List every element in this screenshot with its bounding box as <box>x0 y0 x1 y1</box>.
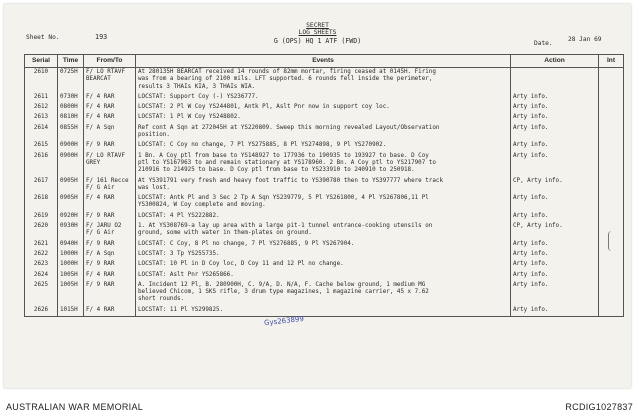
events-cell: 1. At YS308769-a lay up area with a large pit-1 tunnel entrance-cooking utensils on ground, some with water in them-plates on ground. <box>136 222 511 240</box>
serial-cell: 2615 <box>25 141 58 151</box>
events-cell: Ref cont A Sqn at 272045H at YS220809. Sweep this morning revealed Layout/Observation position. <box>136 124 511 142</box>
table-row <box>25 177 624 195</box>
from-to-cell: F/ 4 RAR <box>84 93 136 103</box>
table-header-row <box>25 55 624 68</box>
table-row <box>25 68 624 93</box>
from-to-cell: F/ 161 Recce F/ G Air <box>84 177 136 195</box>
events-cell: LOCSTAT: C Coy, 8 Pl no change, 7 Pl YS276885, 9 Pl YS267904. <box>136 240 511 250</box>
action-cell: Arty info. <box>511 141 599 151</box>
time-cell: 0800H <box>58 103 84 113</box>
time-cell: 0730H <box>58 93 84 103</box>
int-cell <box>599 93 624 103</box>
int-cell <box>599 113 624 123</box>
from-to-cell: F/ 9 RAR <box>84 141 136 151</box>
int-cell <box>599 281 624 306</box>
col-from-to: From/To <box>84 55 136 68</box>
time-cell: 0930H <box>58 222 84 240</box>
table-row <box>25 103 624 113</box>
from-to-cell: F/ 4 RAR <box>84 271 136 281</box>
from-to-cell: F/ LO RTAVF GREY <box>84 152 136 177</box>
action-cell: CP, Arty info. <box>511 177 599 195</box>
from-to-cell: F/ 4 RAR <box>84 306 136 317</box>
table-row <box>25 271 624 281</box>
action-cell: Arty info. <box>511 212 599 222</box>
time-cell: 0920H <box>58 212 84 222</box>
table-row <box>25 141 624 151</box>
action-cell: Arty info. <box>511 260 599 270</box>
events-cell: LOCSTAT: C Coy no change, 7 Pl YS275885, 8 Pl YS274898, 9 Pl YS270902. <box>136 141 511 151</box>
footer-archive-name: AUSTRALIAN WAR MEMORIAL <box>6 402 144 412</box>
date-label: Date. <box>534 40 553 47</box>
time-cell: 1000H <box>58 260 84 270</box>
serial-cell: 2625 <box>25 281 58 306</box>
from-to-cell: F/ 9 RAR <box>84 281 136 306</box>
int-cell <box>599 141 624 151</box>
time-cell: 1000H <box>58 250 84 260</box>
time-cell: 0810H <box>58 113 84 123</box>
action-cell: Arty info. <box>511 271 599 281</box>
col-action: Action <box>511 55 599 68</box>
events-cell: LOCSTAT: 2 Pl W Coy YS244801, Antk Pl, Aslt Pnr now in support coy loc. <box>136 103 511 113</box>
log-sheet <box>4 4 631 388</box>
handwritten-grid-note: Gys263899 <box>263 314 305 328</box>
time-cell: 0905H <box>58 194 84 212</box>
table-row <box>25 124 624 142</box>
events-cell: LOCSTAT: 3 Tp YS255735. <box>136 250 511 260</box>
action-cell: Arty info. <box>511 194 599 212</box>
classification-secret: SECRET <box>306 22 329 29</box>
events-cell: LOCSTAT: 11 Pl YS299825. <box>136 306 511 317</box>
action-cell: Arty info. <box>511 250 599 260</box>
classification-log-sheets: LOG SHEETS <box>298 29 337 36</box>
serial-cell: 2619 <box>25 212 58 222</box>
action-cell: Arty info. <box>511 93 599 103</box>
table-row <box>25 212 624 222</box>
serial-cell: 2617 <box>25 177 58 195</box>
log-table <box>24 54 624 317</box>
int-cell <box>599 152 624 177</box>
action-cell: Arty info. <box>511 240 599 250</box>
int-cell <box>599 68 624 93</box>
from-to-cell: F/ 9 RAR <box>84 240 136 250</box>
serial-cell: 2611 <box>25 93 58 103</box>
int-cell <box>599 260 624 270</box>
action-cell: Arty info. <box>511 306 599 317</box>
int-cell <box>599 306 624 317</box>
serial-cell: 2618 <box>25 194 58 212</box>
action-cell: Arty info. <box>511 152 599 177</box>
action-cell: Arty info. <box>511 124 599 142</box>
from-to-cell: F/ 4 RAR <box>84 113 136 123</box>
from-to-cell: F/ 9 RAR <box>84 260 136 270</box>
int-cell <box>599 212 624 222</box>
time-cell: 1005H <box>58 271 84 281</box>
sheet-no-label: Sheet No. <box>26 34 60 41</box>
from-to-cell: F/ A Sqn <box>84 124 136 142</box>
from-to-cell: F/ 9 RAR <box>84 212 136 222</box>
from-to-cell: F/ LO RTAVF BEARCAT <box>84 68 136 93</box>
col-serial: Serial <box>25 55 58 68</box>
events-cell: At YS391791 very fresh and heavy foot traffic to YS390780 then to YS397777 where track was lost. <box>136 177 511 195</box>
int-cell <box>599 194 624 212</box>
events-cell: At 280135H BEARCAT received 14 rounds of 82mm mortar, firing ceased at 0145H. Firing was from a bearing of 2100 mils. LFT supported. 6 rounds fell inside the perimeter, results 3 THAIs KIA, 3 THAIs WIA. <box>136 68 511 93</box>
time-cell: 0940H <box>58 240 84 250</box>
events-cell: 1 Bn. A Coy ptl from base to YS148927 to 177936 to 190935 to 193927 to base. D Coy ptl to YS167963 to and remain stationary at YS178960. 2 Bn. A Coy ptl to YS217907 to 210916 to 214925 to base. D Coy ptl from base to YS233910 to 240910 to 250918. <box>136 152 511 177</box>
col-int: Int <box>599 55 624 68</box>
footer-record-id: RCDIG1027837 <box>565 402 633 412</box>
serial-cell: 2614 <box>25 124 58 142</box>
table-row <box>25 93 624 103</box>
table-row <box>25 113 624 123</box>
time-cell: 0855H <box>58 124 84 142</box>
time-cell: 1015H <box>58 306 84 317</box>
date-value: 28 Jan 69 <box>568 36 602 43</box>
from-to-cell: F/ A Sqn <box>84 250 136 260</box>
serial-cell: 2621 <box>25 240 58 250</box>
serial-cell: 2626 <box>25 306 58 317</box>
from-to-cell: F/ 4 RAR <box>84 194 136 212</box>
time-cell: 1005H <box>58 281 84 306</box>
table-row <box>25 240 624 250</box>
int-cell <box>599 250 624 260</box>
serial-cell: 2622 <box>25 250 58 260</box>
time-cell: 0905H <box>58 177 84 195</box>
table-row <box>25 306 624 317</box>
log-body <box>25 68 624 317</box>
col-time: Time <box>58 55 84 68</box>
events-cell: LOCSTAT: 10 Pl in D Coy loc, D Coy 11 and 12 Pl no change. <box>136 260 511 270</box>
action-cell <box>511 68 599 93</box>
table-row <box>25 260 624 270</box>
int-cell <box>599 271 624 281</box>
int-cell <box>599 124 624 142</box>
events-cell: A. Incident 12 Pl, B. 280900H, C. 9/A, D. N/A, F. Cache below ground, 1 medium MG believed Chicom, 1 SKS rifle, 3 drum type magazines, 1 magazine carrier, 45 x 7.62 short rounds. <box>136 281 511 306</box>
table-row <box>25 250 624 260</box>
time-cell: 0725H <box>58 68 84 93</box>
serial-cell: 2620 <box>25 222 58 240</box>
table-row <box>25 194 624 212</box>
events-cell: LOCSTAT: 1 Pl W Coy YS248802. <box>136 113 511 123</box>
events-cell: LOCSTAT: 4 Pl YS222882. <box>136 212 511 222</box>
serial-cell: 2610 <box>25 68 58 93</box>
action-cell: Arty info. <box>511 113 599 123</box>
action-cell: Arty info. <box>511 281 599 306</box>
serial-cell: 2616 <box>25 152 58 177</box>
serial-cell: 2612 <box>25 103 58 113</box>
margin-bracket-mark <box>608 231 615 251</box>
events-cell: LOCSTAT: Support Coy (-) YS236777. <box>136 93 511 103</box>
sheet-no-value: 193 <box>95 33 108 41</box>
events-cell: LOCSTAT: Antk Pl and 3 Sec 2 Tp A Sqn YS239779, 5 Pl YS261800, 4 Pl YS267806,11 Pl YS300824, W Coy complete and moving. <box>136 194 511 212</box>
col-events: Events <box>136 55 511 68</box>
int-cell <box>599 177 624 195</box>
time-cell: 0900H <box>58 152 84 177</box>
from-to-cell: F/ 4 RAR <box>84 103 136 113</box>
serial-cell: 2624 <box>25 271 58 281</box>
int-cell <box>599 103 624 113</box>
table-row <box>25 152 624 177</box>
from-to-cell: F/ JARU O2 F/ G Air <box>84 222 136 240</box>
serial-cell: 2613 <box>25 113 58 123</box>
action-cell: CP, Arty info. <box>511 222 599 240</box>
serial-cell: 2623 <box>25 260 58 270</box>
unit-title: G (OPS) HQ 1 ATF (FWD) <box>273 37 362 45</box>
time-cell: 0900H <box>58 141 84 151</box>
events-cell: LOCSTAT: Aslt Pnr YS265866. <box>136 271 511 281</box>
action-cell: Arty info. <box>511 103 599 113</box>
table-row <box>25 281 624 306</box>
table-row <box>25 222 624 240</box>
